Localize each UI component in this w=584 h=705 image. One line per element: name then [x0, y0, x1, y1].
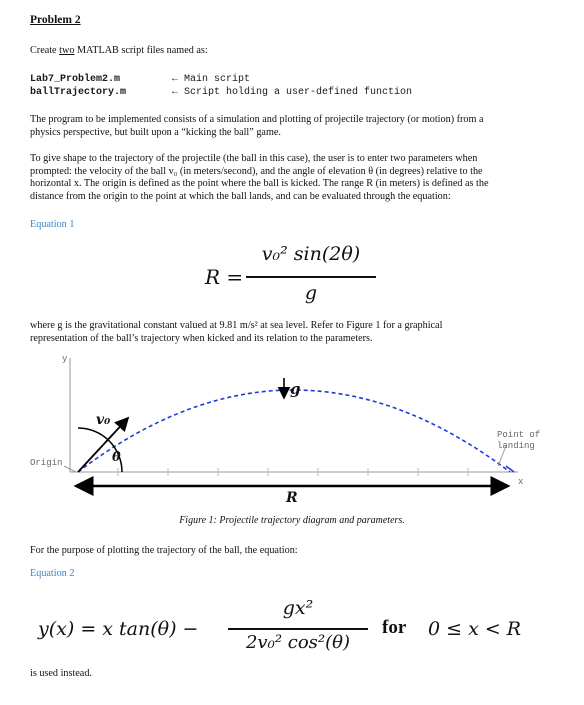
- problem-title: Problem 2: [30, 14, 81, 26]
- equation-1-lhs: R =: [205, 265, 244, 289]
- create-post: MATLAB script files named as:: [74, 45, 208, 56]
- equation-2-fraction-bar: [228, 628, 368, 630]
- file-desc-1: ← Main script: [172, 74, 251, 85]
- equation-2-numerator: gx²: [282, 597, 314, 619]
- description-line: To give shape to the trajectory of the projectile (the ball in this case), the user is to enter two parameters when: [30, 153, 478, 164]
- equation-2-condition: 0 ≤ x < R: [428, 618, 522, 640]
- equation-2-for-word: for: [382, 617, 407, 638]
- origin-label: Origin: [30, 458, 63, 468]
- description-paragraph: [30, 153, 560, 203]
- range-label: R: [286, 490, 298, 506]
- x-axis-label: x: [518, 477, 524, 487]
- angle-label: θ: [112, 450, 121, 465]
- gravity-line: where g is the gravitational constant valued at 9.81 m/s² at sea level. Refer to Figure 1 for a graphical: [30, 320, 443, 331]
- equation-1-denominator: g: [304, 282, 318, 304]
- description-line: horizontal x. The origin is defined as the point where the ball is kicked. The range R (in meters) is defined as the: [30, 178, 489, 190]
- plotting-paragraph: For the purpose of plotting the trajectory of the ball, the equation:: [30, 545, 298, 556]
- landing-label: Point of: [497, 430, 541, 440]
- intro-line: physics perspective, but built upon a “kicking the ball” game.: [30, 126, 281, 138]
- equation-2-lhs: y(x) = x tan(θ) −: [38, 618, 199, 640]
- equation-2-denominator: 2v₀² cos²(θ): [245, 632, 351, 653]
- equation-1-caption: Equation 1: [30, 219, 75, 230]
- file-name-1: Lab7_Problem2.m: [30, 74, 121, 85]
- create-underlined: two: [59, 45, 75, 56]
- create-pre: Create: [30, 45, 60, 56]
- velocity-label: v₀: [96, 412, 111, 428]
- intro-line: The program to be implemented consists of a simulation and plotting of projectile trajectory (or motion) from a: [30, 114, 484, 125]
- landing-label: landing: [497, 441, 535, 451]
- description-line: distance from the origin to the point at which the ball lands, and can be evaluated through the equation:: [30, 190, 451, 202]
- gravity-label: g: [290, 380, 301, 398]
- equation-1-fraction-bar: [246, 276, 376, 278]
- closing-text: is used instead.: [30, 668, 92, 679]
- y-axis-label: y: [62, 354, 68, 364]
- intro-paragraph: [30, 114, 560, 139]
- equation-2-caption: Equation 2: [30, 568, 75, 579]
- description-line: prompted: the velocity of the ball v₀ (in meters/second), and the angle of elevation θ (in degrees) relative to the: [30, 165, 483, 177]
- figure-caption: Figure 1: Projectile trajectory diagram and parameters.: [179, 515, 405, 526]
- file-desc-2: ← Script holding a user-defined function: [172, 87, 413, 98]
- gravity-line: representation of the ball’s trajectory when kicked and its relation to the parameters.: [30, 332, 373, 344]
- gravity-paragraph: [30, 320, 560, 345]
- file-name-2: ballTrajectory.m: [30, 87, 127, 98]
- trajectory-curve: [78, 390, 510, 472]
- create-instruction: [30, 45, 208, 58]
- equation-1-numerator: v₀² sin(2θ): [261, 243, 361, 265]
- trajectory-diagram: [28, 348, 558, 508]
